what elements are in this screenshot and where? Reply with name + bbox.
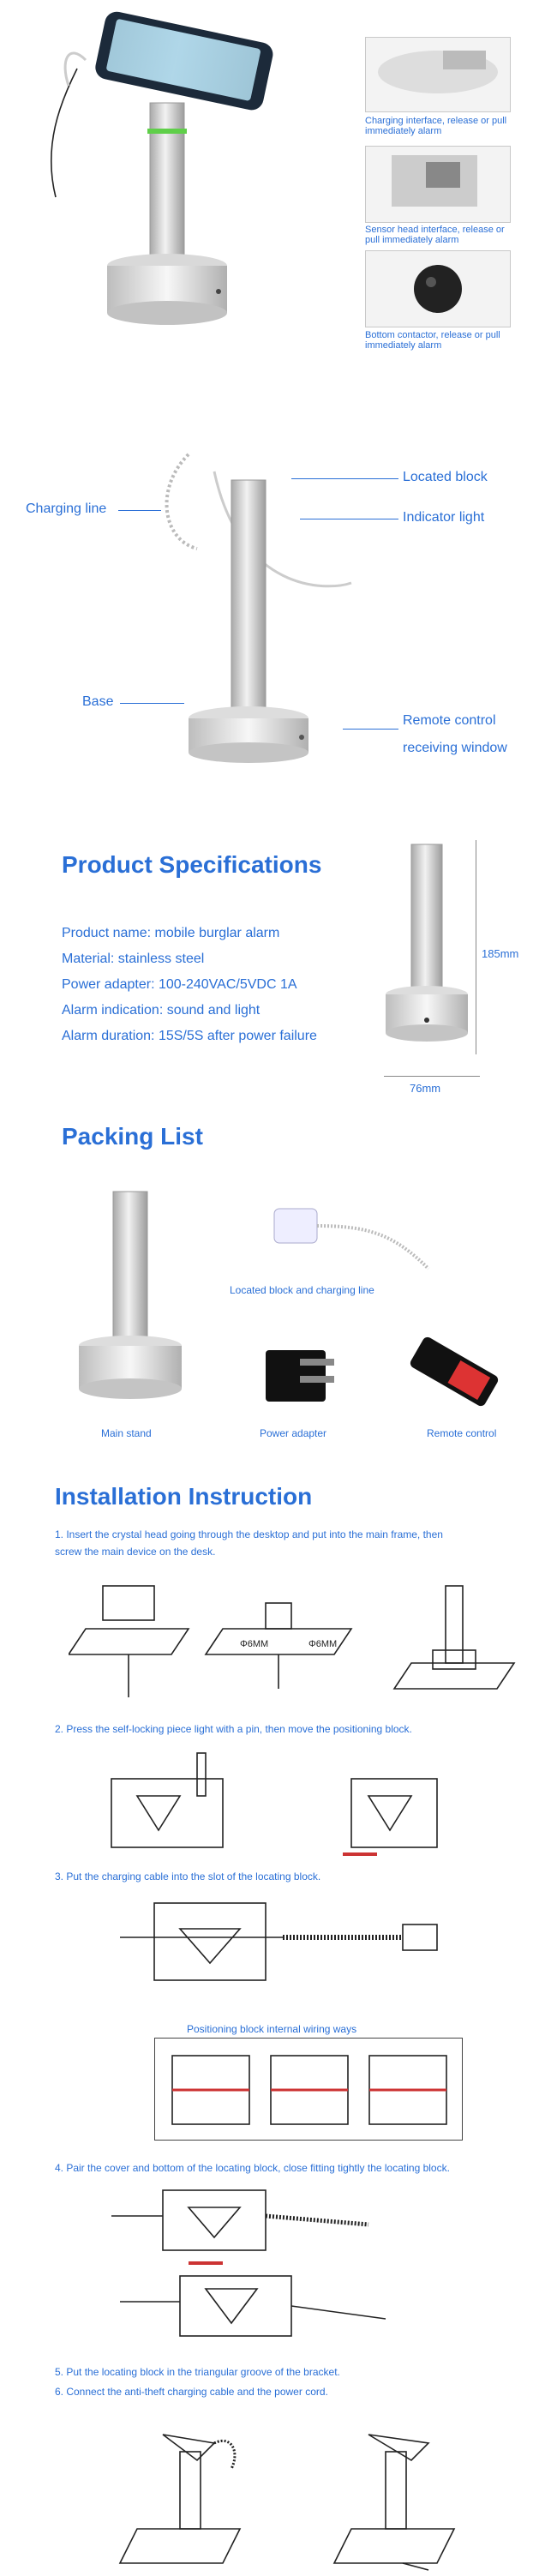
spec-line: Material: stainless steel bbox=[62, 952, 205, 966]
wiring-diagram-box bbox=[154, 2038, 463, 2141]
install-dim-left: Φ6MM bbox=[240, 1639, 269, 1649]
anatomy-leader-base bbox=[120, 703, 184, 704]
anatomy-label-remote-control: Remote control bbox=[403, 713, 496, 728]
packing-remote-image bbox=[403, 1333, 506, 1410]
packing-label-main-stand: Main stand bbox=[101, 1427, 152, 1439]
install-step3-diagram bbox=[111, 1886, 454, 1997]
anatomy-leader-located-block bbox=[291, 478, 398, 479]
install-step2-diagram bbox=[103, 1744, 463, 1864]
spec-width-label: 76mm bbox=[410, 1082, 441, 1095]
anatomy-label-located-block: Located block bbox=[403, 470, 488, 484]
wiring-title: Positioning block internal wiring ways bbox=[187, 2023, 357, 2035]
anatomy-leader-charging bbox=[118, 510, 161, 511]
detail-thumb-bottom-contactor bbox=[365, 250, 511, 327]
detail-caption-bottom: Bottom contactor, release or pull immediately alarm bbox=[365, 330, 500, 351]
install-title: Installation Instruction bbox=[55, 1483, 313, 1510]
install-dim-right: Φ6MM bbox=[308, 1639, 338, 1649]
detail-thumb-sensor-head bbox=[365, 146, 511, 223]
install-step-3: 3. Put the charging cable into the slot of the locating block. bbox=[55, 1870, 321, 1882]
specs-title: Product Specifications bbox=[62, 851, 322, 878]
detail-thumb-charging-interface bbox=[365, 37, 511, 112]
anatomy-label-base: Base bbox=[82, 694, 114, 709]
spec-product-image bbox=[377, 836, 480, 1067]
install-step-1a: 1. Insert the crystal head going through the desktop and put into the main frame, then bbox=[55, 1528, 443, 1540]
anatomy-product-image bbox=[137, 420, 420, 763]
spec-line: Alarm duration: 15S/5S after power failure bbox=[62, 1029, 317, 1043]
install-step-5: 5. Put the locating block in the triangular groove of the bracket. bbox=[55, 2366, 340, 2378]
detail-caption-sensor: Sensor head interface, release or pull immediately alarm bbox=[365, 225, 505, 245]
packing-main-stand-image bbox=[69, 1174, 197, 1414]
install-step-1b: screw the main device on the desk. bbox=[55, 1546, 216, 1558]
packing-title: Packing List bbox=[62, 1123, 203, 1150]
anatomy-leader-remote bbox=[343, 729, 398, 730]
spec-height-label: 185mm bbox=[482, 947, 519, 960]
spec-line: Alarm indication: sound and light bbox=[62, 1003, 261, 1018]
packing-label-located-block: Located block and charging line bbox=[230, 1284, 374, 1296]
anatomy-label-charging-line: Charging line bbox=[26, 501, 107, 516]
spec-width-rule bbox=[384, 1076, 480, 1077]
spec-line: Power adapter: 100-240VAC/5VDC 1A bbox=[62, 977, 297, 992]
anatomy-label-indicator-light: Indicator light bbox=[403, 510, 485, 525]
packing-label-power-adapter: Power adapter bbox=[260, 1427, 327, 1439]
install-step-4: 4. Pair the cover and bottom of the locating block, close fitting tightly the locating block. bbox=[55, 2162, 450, 2174]
hero-product-image bbox=[9, 9, 326, 334]
specs-list bbox=[62, 926, 317, 1044]
install-step4-diagram bbox=[103, 2182, 428, 2345]
anatomy-label-receiving-window: receiving window bbox=[403, 741, 507, 755]
install-step-2: 2. Press the self-locking piece light with a pin, then move the positioning block. bbox=[55, 1723, 412, 1735]
spec-line: Product name: mobile burglar alarm bbox=[62, 926, 280, 940]
detail-caption-charging: Charging interface, release or pull immediately alarm bbox=[365, 116, 507, 136]
packing-cable-image bbox=[266, 1192, 446, 1286]
install-step-6: 6. Connect the anti-theft charging cable and the power cord. bbox=[55, 2386, 328, 2398]
install-step1-diagram bbox=[69, 1569, 531, 1706]
install-step5-6-diagram bbox=[103, 2417, 480, 2572]
packing-adapter-image bbox=[249, 1333, 351, 1410]
packing-label-remote-control: Remote control bbox=[427, 1427, 497, 1439]
